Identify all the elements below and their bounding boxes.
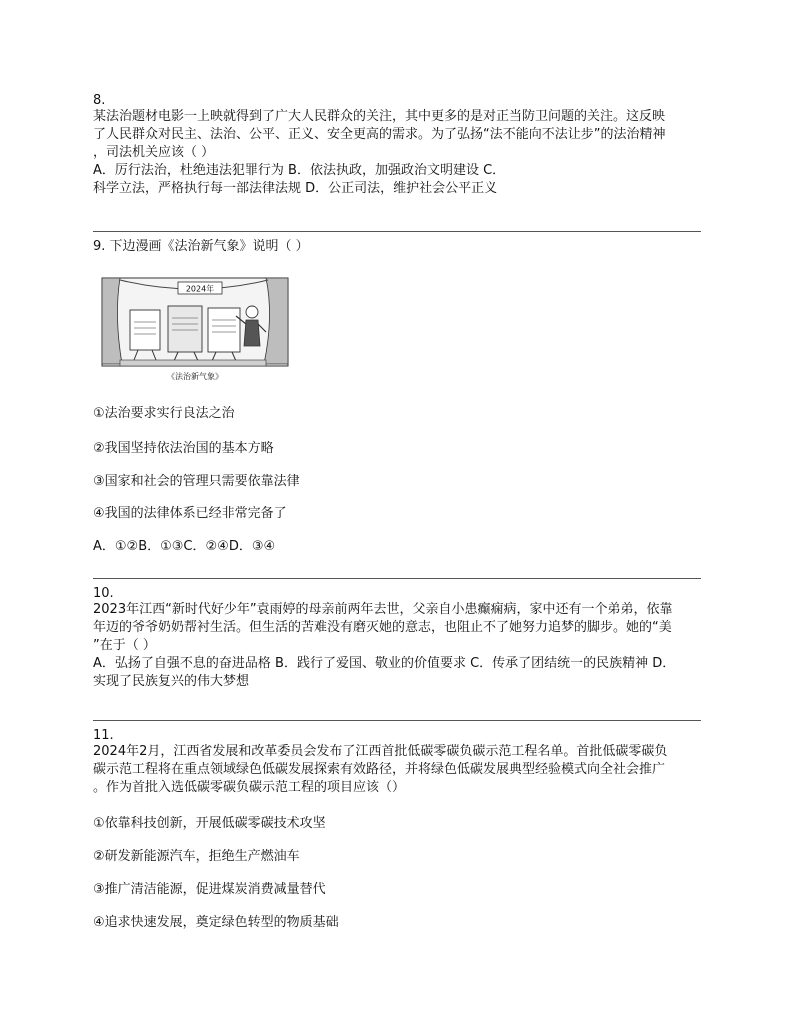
- question-stem-line: 年迈的爷爷奶奶帮衬生活。但生活的苦难没有磨灭她的意志，也阻止不了她努力追梦的脚步。她的“美: [93, 620, 672, 635]
- question-stem-line: 。作为首批入选低碳零碳负碳示范工程的项目应该（）: [93, 780, 406, 795]
- cartoon-image: [100, 276, 290, 384]
- question-9-answers: [93, 538, 701, 556]
- option-line: 实现了民族复兴的伟大梦想: [93, 674, 250, 689]
- question-9-item-2: [93, 440, 701, 458]
- question-9: [93, 238, 701, 256]
- question-11-item-3: [93, 881, 701, 899]
- question-9-item-3: [93, 473, 701, 491]
- question-9-items: [93, 405, 701, 423]
- question-stem-line: 了人民群众对民主、法治、公平、正义、安全更高的需求。为了弘扬“法不能向不法让步”的法治精神: [93, 127, 666, 142]
- statement-item: ④我国的法律体系已经非常完备了: [93, 506, 287, 521]
- divider: [93, 720, 701, 721]
- divider: [93, 578, 701, 579]
- question-11-item-2: [93, 848, 701, 866]
- question-8: [93, 92, 701, 198]
- divider: [93, 231, 701, 232]
- question-stem-line: ”在于（ ）: [93, 638, 156, 653]
- statement-item: ③推广清洁能源，促进煤炭消费减量替代: [93, 882, 326, 897]
- question-stem-line: 2023年江西“新时代好少年”袁雨婷的母亲前两年去世，父亲自小患癫痫病，家中还有一个弟弟，依靠: [93, 602, 673, 617]
- question-stem-line: 某法治题材电影一上映就得到了广大人民群众的关注，其中更多的是对正当防卫问题的关注。这反映: [93, 109, 666, 124]
- option-line: A．厉行法治，杜绝违法犯罪行为 B．依法执政，加强政治文明建设 C．: [93, 163, 506, 178]
- answer-options: A．①②B．①③C．②④D．③④: [93, 539, 276, 554]
- question-10: [93, 585, 701, 691]
- statement-item: ④追求快速发展，奠定绿色转型的物质基础: [93, 915, 339, 930]
- question-11-item-4: [93, 914, 701, 932]
- cartoon-caption: 《法治新气象》: [167, 372, 223, 381]
- question-number: 8.: [93, 93, 106, 108]
- option-line: A．弘扬了自强不息的奋进品格 B．践行了爱国、敬业的价值要求 C．传承了团结统一的民族精神 D．: [93, 656, 676, 671]
- statement-item: ②研发新能源汽车，拒绝生产燃油车: [93, 849, 300, 864]
- question-9-item-4: [93, 505, 701, 523]
- statement-item: ③国家和社会的管理只需要依靠法律: [93, 474, 300, 489]
- year-sign: 2024年: [185, 284, 215, 294]
- question-stem: 9. 下边漫画《法治新气象》说明（ ）: [93, 239, 309, 254]
- question-number: 10.: [93, 586, 114, 601]
- statement-item: ①法治要求实行良法之治: [93, 406, 235, 421]
- question-stem-line: 2024年2月，江西省发展和改革委员会发布了江西首批低碳零碳负碳示范工程名单。首批低碳零碳负: [93, 744, 668, 759]
- statement-item: ②我国坚持依法治国的基本方略: [93, 441, 274, 456]
- question-11: [93, 727, 701, 797]
- option-line: 科学立法，严格执行每一部法律法规 D．公正司法，维护社会公平正义: [93, 181, 498, 196]
- statement-item: ①依靠科技创新，开展低碳零碳技术攻坚: [93, 816, 326, 831]
- question-11-item-1: [93, 815, 701, 833]
- question-stem-line: 碳示范工程将在重点领域绿色低碳发展探索有效路径，并将绿色低碳发展典型经验模式向全社会推广: [93, 762, 666, 777]
- question-stem-line: ，司法机关应该（ ）: [93, 145, 215, 160]
- question-number: 11.: [93, 728, 114, 743]
